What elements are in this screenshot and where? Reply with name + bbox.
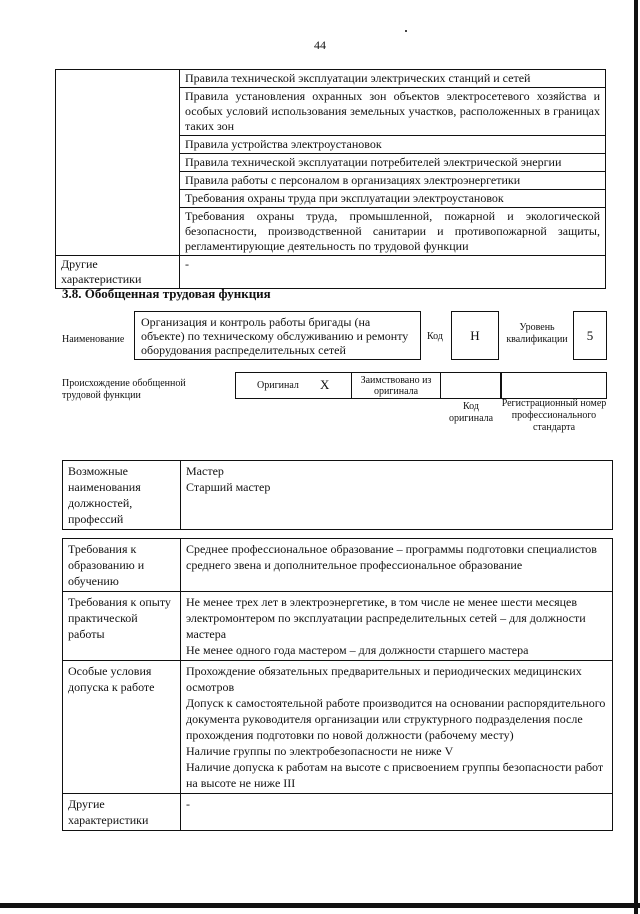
knowledge-table [55,69,606,289]
scan-speck [405,30,407,32]
borrowed-cell: Заимствовано из оригинала [351,372,441,399]
position-item: Мастер [186,464,224,478]
experience-values [181,592,613,661]
education-value: Среднее профессиональное образование – программы подготовки специалистов среднего звена и дополнительное профессиональное образование [181,539,613,592]
function-name-box: Организация и контроль работы бригады (на объекте) по техническому обслуживанию и ремонту оборудования распределительных сетей [134,311,421,360]
positions-values [181,461,613,530]
original-mark: X [320,377,330,392]
table-row [63,661,613,794]
knowledge-item: Правила технической эксплуатации электрических станций и сетей [180,70,606,88]
knowledge-item: Правила установления охранных зон объектов электросетевого хозяйства и особых условий использования земельных участков, расположенных в границах таких зон [180,88,606,136]
reg-number-cell [501,372,607,399]
table-row [63,794,613,831]
name-label: Наименование [62,334,125,345]
table-row [63,592,613,661]
code-value-box: H [451,311,499,360]
table-row [63,461,613,530]
knowledge-item: Правила устройства электроустановок [180,136,606,154]
condition-item: Наличие допуска к работам на высоте с присвоением группы безопасности работ на высоте не ниже III [186,760,604,790]
requirements-table [62,538,613,831]
knowledge-item: Требования охраны труда, промышленной, пожарной и экологической безопасности, производственной санитарии и противопожарной защиты, регламентирующие деятельность по трудовой функции [180,208,606,256]
level-label: Уровень квалификации [506,322,568,345]
condition-item: Наличие группы по электробезопасности не ниже V [186,744,454,758]
education-label: Требования к образованию и обучению [63,539,181,592]
knowledge-item: Правила технической эксплуатации потребителей электрической энергии [180,154,606,172]
level-value-box: 5 [573,311,607,360]
experience-label: Требования к опыту практической работы [63,592,181,661]
code-original-label: Код оригинала [448,401,494,424]
code-original-cell [441,372,501,399]
empty-cell [56,70,180,256]
other-characteristics-value: - [180,256,606,289]
scan-border-bottom [0,903,640,908]
table-row [56,70,606,88]
experience-item: Не менее одного года мастером – для должности старшего мастера [186,643,529,657]
reg-number-label: Регистрационный номер профессионального стандарта [501,398,607,433]
origin-label: Происхождение обобщенной трудовой функции [62,378,186,401]
original-label: Оригинал [257,380,299,391]
condition-item: Прохождение обязательных предварительных и периодических медицинских осмотров [186,664,582,694]
positions-label: Возможные наименования должностей, профессий [63,461,181,530]
page-number: 44 [314,38,326,52]
scan-border-right [634,0,638,914]
experience-item: Не менее трех лет в электроэнергетике, в том числе не менее шести месяцев электромонтером по эксплуатации распределительных сетей – для должности мастера [186,595,586,641]
section-title: 3.8. Обобщенная трудовая функция [62,286,271,301]
table-row [63,539,613,592]
other-characteristics-value: - [181,794,613,831]
knowledge-item: Правила работы с персоналом в организациях электроэнергетики [180,172,606,190]
condition-item: Допуск к самостоятельной работе производится на основании распорядительного документа руководителя организации или структурного подразделения после прохождения подготовки по новой должности (рабочему месту) [186,696,606,742]
conditions-values [181,661,613,794]
table-row [56,256,606,289]
positions-table [62,460,613,530]
original-cell [235,372,351,399]
other-characteristics-label: Другие характеристики [56,256,180,289]
knowledge-item: Требования охраны труда при эксплуатации электроустановок [180,190,606,208]
code-label: Код [427,331,443,342]
position-item: Старший мастер [186,480,271,494]
conditions-label: Особые условия допуска к работе [63,661,181,794]
other-characteristics-label: Другие характеристики [63,794,181,831]
